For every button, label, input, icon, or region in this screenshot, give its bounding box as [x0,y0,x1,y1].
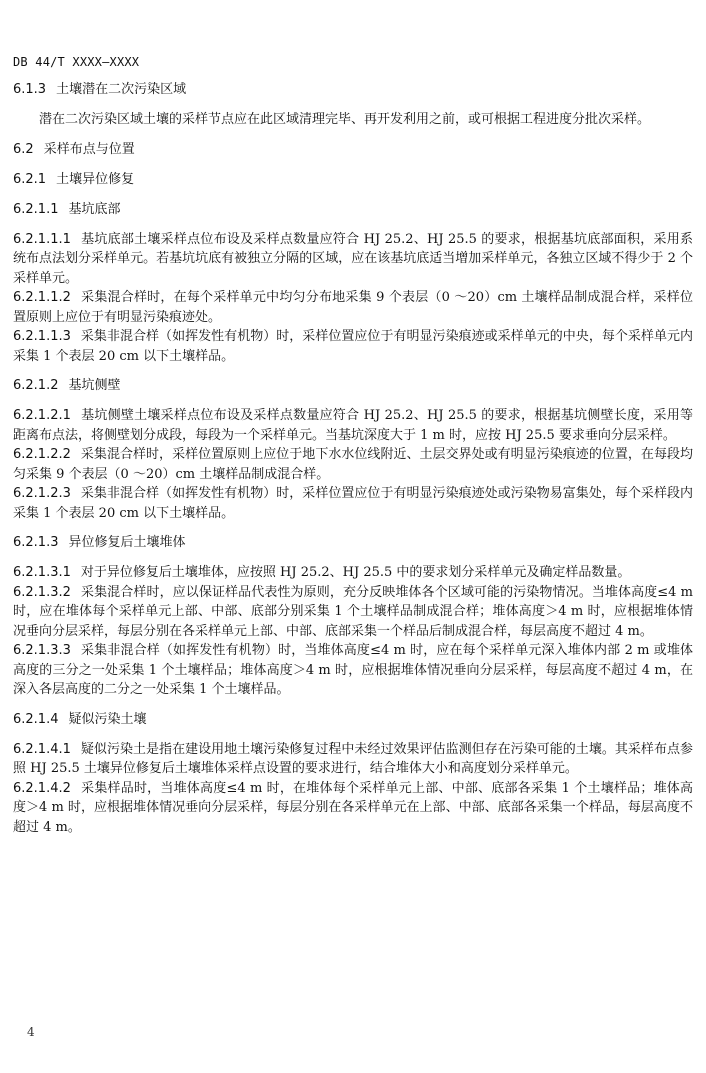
clause-number: 6.2.1.4.1 [13,741,71,757]
clause-paragraph [13,288,693,327]
section-heading [13,80,693,100]
clause-text: 采集混合样时，采样位置原则上应位于地下水水位线附近、土层交界处或有明显污染痕迹的位置，在每段均匀采集 9 个表层（0 ～20）cm 土壤样品制成混合样。 [13,447,693,482]
section-number: 6.2.1.4 [13,711,59,727]
section-number: 6.1.3 [13,82,47,97]
section-title: 土壤潜在二次污染区域 [56,82,187,97]
clause-paragraph [13,641,693,700]
paragraph [13,110,693,130]
section-heading [13,140,693,160]
clause-number: 6.2.1.3.3 [13,643,71,658]
clause-paragraph [13,406,693,445]
section-number: 6.2 [13,141,34,157]
clause-number: 6.2.1.1.2 [13,290,71,305]
section-title: 土壤异位修复 [56,171,135,187]
clause-text: 基坑侧壁土壤采样点位布设及采样点数量应符合 HJ 25.2、HJ 25.5 的要求，根据基坑侧壁长度，采用等距离布点法，将侧壁划分成段，每段为一个采样单元。当基坑深度大于 1 m 时，应按 HJ 25.5 要求垂向分层采样。 [13,408,693,443]
clause-number: 6.2.1.1.3 [13,329,71,344]
clause-text: 采集混合样时，在每个采样单元中均匀分布地采集 9 个表层（0 ～20）cm 土壤样品制成混合样，采样位置原则上应位于有明显污染痕迹处。 [13,290,693,325]
clause-number: 6.2.1.3.2 [13,584,71,600]
clause-text: 采集样品时，当堆体高度≤4 m 时，在堆体每个采样单元上部、中部、底部各采集 1 个土壤样品；堆体高度＞4 m 时，应根据堆体情况垂向分层采样，每层分别在各采样单元在上部、中部、底部各采集一个样品，每层高度不超过 4 m。 [13,780,693,835]
clause-text: 采集非混合样（如挥发性有机物）时，采样位置应位于有明显污染痕迹处或污染物易富集处，每个采样段内采集 1 个表层 20 cm 以下土壤样品。 [13,486,693,521]
section-title: 采样布点与位置 [43,141,135,157]
document-code: DB 44/T XXXX—XXXX [13,55,140,69]
clause-paragraph [13,327,693,366]
section-title: 疑似污染土壤 [68,711,147,727]
section-heading [13,200,693,220]
clause-number: 6.2.1.1.1 [13,231,71,247]
section-heading [13,710,693,730]
section-number: 6.2.1 [13,171,47,187]
clause-number: 6.2.1.3.1 [13,565,71,580]
clause-text: 采集非混合样（如挥发性有机物）时，采样位置应位于有明显污染痕迹或采样单元的中央，每个采样单元内采集 1 个表层 20 cm 以下土壤样品。 [13,329,693,364]
section-title: 基坑底部 [68,201,121,217]
clause-paragraph [13,445,693,484]
clause-paragraph [13,583,693,642]
clause-text: 采集非混合样（如挥发性有机物）时，当堆体高度≤4 m 时，应在每个采样单元深入堆体内部 2 m 或堆体高度的三分之一处采集 1 个土壤样品；堆体高度＞4 m 时，应根据堆体情况垂向分层采样，每层高度不超过 4 m，在深入各层高度的二分之一处采集 1 个土壤样品。 [13,643,693,697]
clause-text: 疑似污染土是指在建设用地土壤污染修复过程中未经过效果评估监测但存在污染可能的土壤。其采样布点参照 HJ 25.5 土壤异位修复后土壤堆体采样点设置的要求进行，结合堆体大小和高度划分采样单元。 [13,741,693,776]
section-heading [13,170,693,190]
clause-paragraph [13,740,693,779]
section-title: 异位修复后土壤堆体 [68,535,186,550]
section-heading [13,533,693,553]
clause-paragraph [13,563,693,583]
document-body [13,80,693,847]
page-number: 4 [27,1025,35,1039]
clause-text: 潜在二次污染区域土壤的采样节点应在此区域清理完毕、再开发利用之前，或可根据工程进度分批次采样。 [39,112,651,127]
clause-number: 6.2.1.2.3 [13,486,71,501]
clause-text: 采集混合样时，应以保证样品代表性为原则，充分反映堆体各个区域可能的污染物情况。当堆体高度≤4 m 时，应在堆体每个采样单元上部、中部、底部分别采集 1 个土壤样品制成混合样；堆体高度＞4 m 时，应根据堆体情况垂向分层采样，每层分别在各采样单元上部、中部、底部采集一个样品后制成混合样，每层高度不超过 4 m。 [13,584,693,639]
section-number: 6.2.1.2 [13,378,59,393]
clause-number: 6.2.1.4.2 [13,780,71,796]
clause-text: 基坑底部土壤采样点位布设及采样点数量应符合 HJ 25.2、HJ 25.5 的要求，根据基坑底部面积，采用系统布点法划分采样单元。若基坑坑底有被独立分隔的区域，应在该基坑底适当增加采样单元，各独立区域不得少于 2 个采样单元。 [13,231,693,286]
section-number: 6.2.1.1 [13,201,59,217]
clause-number: 6.2.1.2.1 [13,408,71,423]
section-title: 基坑侧壁 [68,378,121,393]
clause-number: 6.2.1.2.2 [13,447,71,462]
clause-paragraph [13,230,693,289]
clause-text: 对于异位修复后土壤堆体，应按照 HJ 25.2、HJ 25.5 中的要求划分采样单元及确定样品数量。 [80,565,631,580]
clause-paragraph [13,484,693,523]
section-number: 6.2.1.3 [13,535,59,550]
clause-paragraph [13,779,693,838]
section-heading [13,376,693,396]
